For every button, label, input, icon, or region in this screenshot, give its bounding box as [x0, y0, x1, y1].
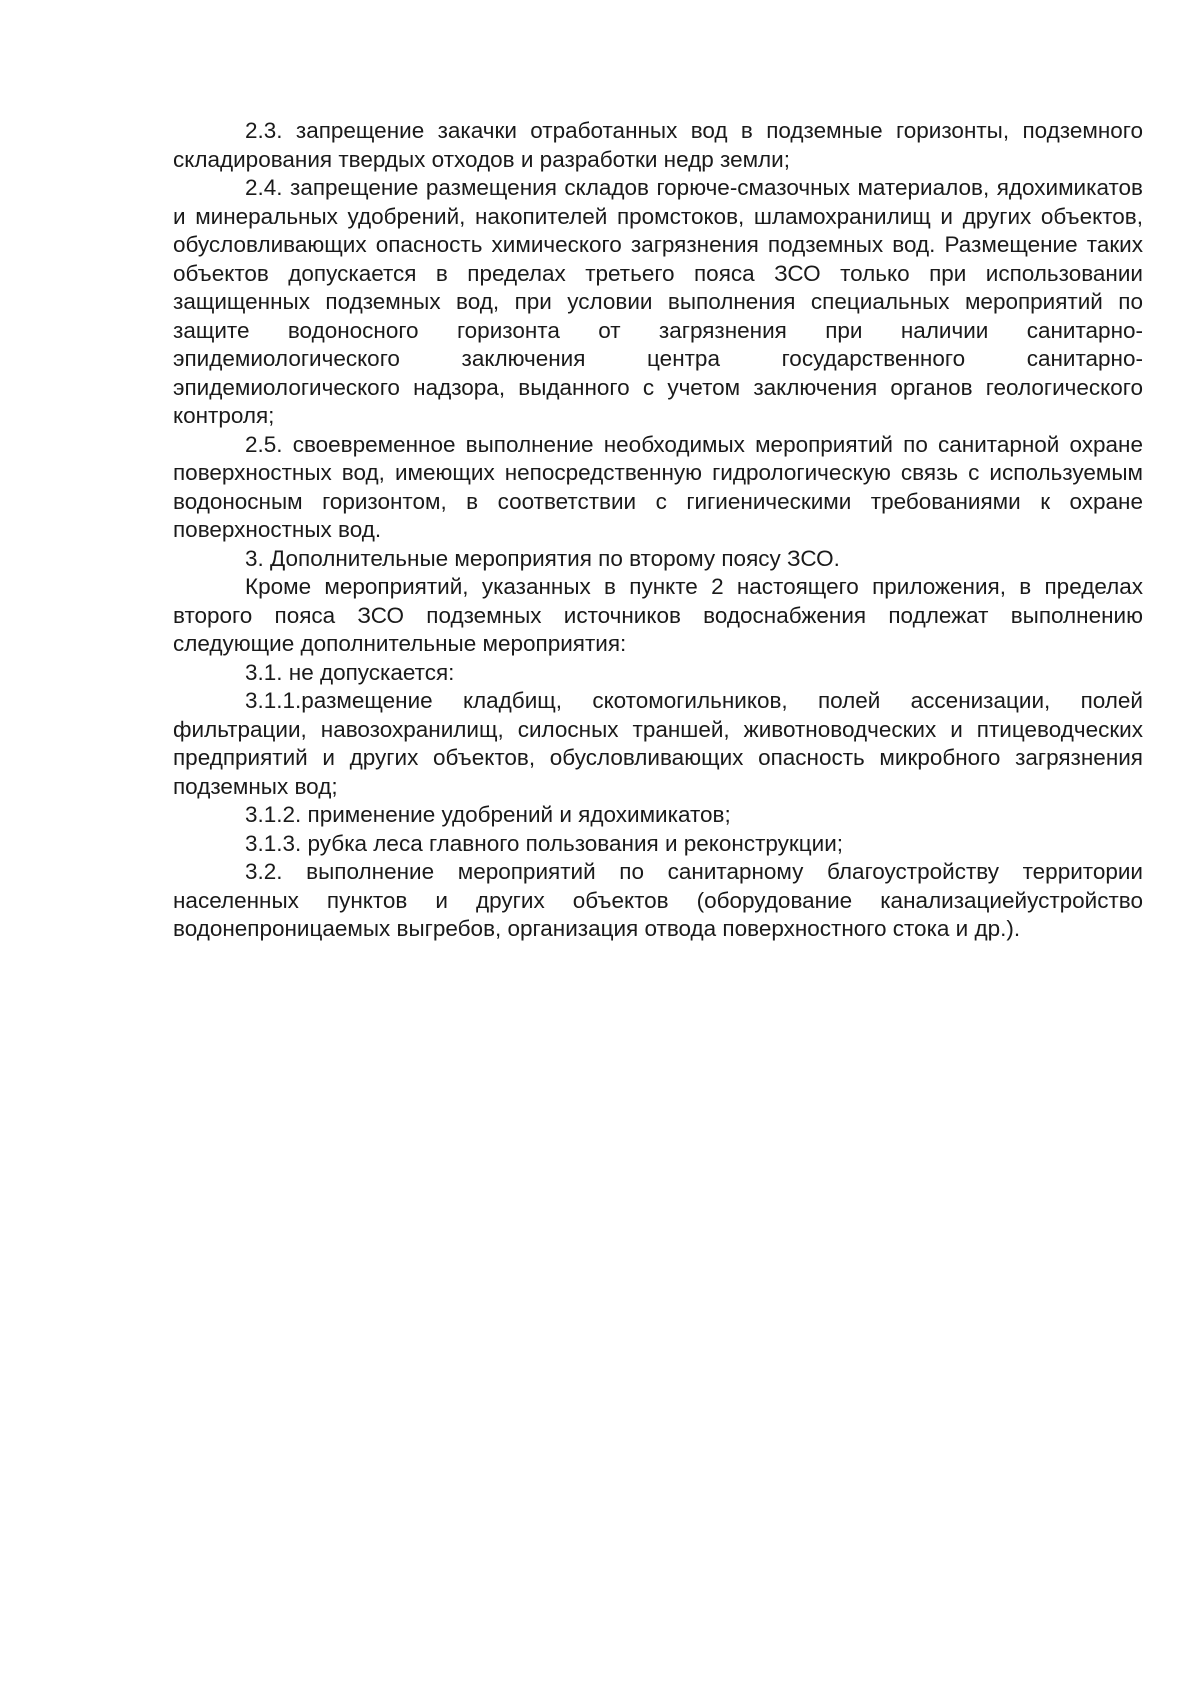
- paragraph-3-intro: Кроме мероприятий, указанных в пункте 2 настоящего приложения, в пределах второго пояса ЗСО подземных источников водоснабжения подлежат выполнению следующие дополнительные мероприятия:: [173, 574, 1143, 656]
- paragraph-3-1-1: 3.1.1.размещение кладбищ, скотомогильников, полей ассенизации, полей фильтрации, навозохранилищ, силосных траншей, животноводческих и птицеводческих предприятий и других объектов, обусловливающих опасность микробного загрязнения подземных вод;: [173, 688, 1143, 799]
- paragraph-3-2: 3.2. выполнение мероприятий по санитарному благоустройству территории населенных пунктов и других объектов (оборудование канализациейустройство водонепроницаемых выгребов, организация отвода поверхностного стока и др.).: [173, 859, 1143, 941]
- paragraph-3-1: 3.1. не допускается:: [245, 659, 455, 685]
- section-3-heading: 3. Дополнительные мероприятия по второму поясу ЗСО.: [245, 545, 840, 571]
- paragraph-2-4: 2.4. запрещение размещения складов горюче-смазочных материалов, ядохимикатов и минеральных удобрений, накопителей промстоков, шламохранилищ и других объектов, обусловливающих опасность химического загрязнения подземных вод. Размещение таких объектов допускается в пределах третьего пояса ЗСО только при использовании защищенных подземных вод, при условии выполнения специальных мероприятий по защите водоносного горизонта от загрязнения при наличии санитарно-эпидемиологического заключения центра государственного санитарно-эпидемиологического надзора, выданного с учетом заключения органов геологического контроля;: [173, 175, 1143, 428]
- paragraph-2-5: 2.5. своевременное выполнение необходимых мероприятий по санитарной охране поверхностных вод, имеющих непосредственную гидрологическую связь с используемым водоносным горизонтом, в соответствии с гигиеническими требованиями к охране поверхностных вод.: [173, 431, 1143, 542]
- paragraph-3-1-2: 3.1.2. применение удобрений и ядохимикатов;: [245, 802, 731, 827]
- document-body: [173, 117, 1143, 944]
- paragraph-2-3: 2.3. запрещение закачки отработанных вод в подземные горизонты, подземного складирования твердых отходов и разработки недр земли;: [173, 118, 1143, 172]
- paragraph-3-1-3: 3.1.3. рубка леса главного пользования и реконструкции;: [245, 830, 844, 856]
